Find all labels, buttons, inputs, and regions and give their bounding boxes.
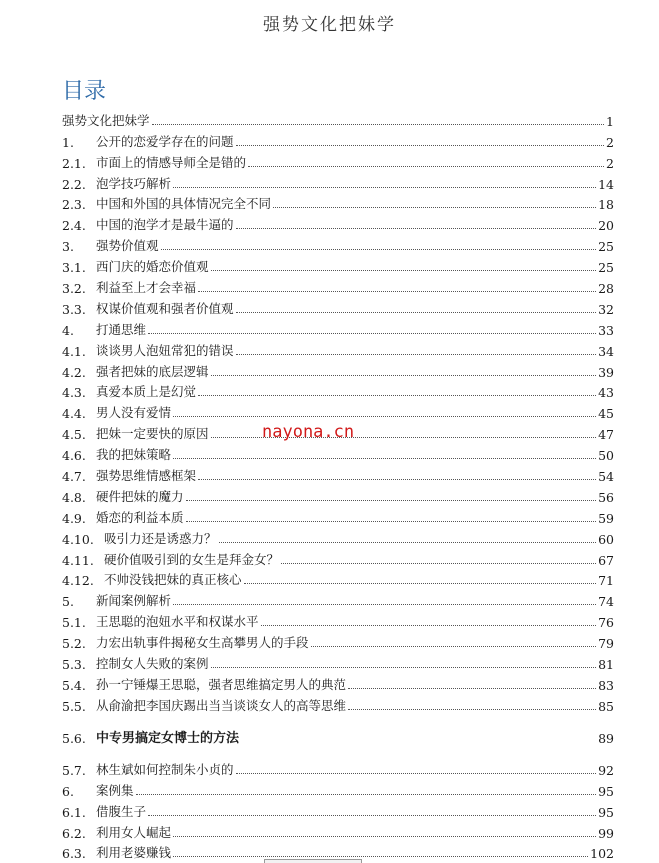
toc-entry-number: 4.1. xyxy=(62,343,86,359)
toc-entry-number: 2.2. xyxy=(62,176,86,192)
toc-entry-number: 4.11. xyxy=(62,552,94,568)
toc-entry-page-number: 43 xyxy=(598,385,614,401)
toc-entry-title: 权谋价值观和强者价值观 xyxy=(96,300,234,316)
toc-dot-leader xyxy=(219,542,597,543)
toc-dot-leader xyxy=(186,500,597,501)
toc-entry-title: 利用女人崛起 xyxy=(96,824,172,840)
toc-entry[interactable] xyxy=(62,442,614,463)
toc-entry-number: 4.4. xyxy=(62,406,86,422)
toc-entry-number: 5.4. xyxy=(62,677,86,693)
toc-entry-title: 强势文化把妹学 xyxy=(62,112,150,128)
toc-entry-page-number: 14 xyxy=(598,176,614,192)
toc-entry[interactable] xyxy=(62,400,614,421)
page-scroll-indicator xyxy=(264,859,362,863)
toc-entry-page-number: 50 xyxy=(598,448,614,464)
toc-entry-title: 不帅没钱把妹的真正核心 xyxy=(104,572,242,588)
toc-entry-title: 中国的泡学才是最牛逼的 xyxy=(96,217,234,233)
toc-entry[interactable] xyxy=(62,275,614,296)
toc-entry[interactable] xyxy=(62,254,614,275)
toc-entry[interactable] xyxy=(62,317,614,338)
toc-dot-leader xyxy=(348,688,596,689)
toc-entry-title: 案例集 xyxy=(96,782,134,798)
toc-entry-number: 4. xyxy=(62,322,74,338)
toc-entry[interactable] xyxy=(62,192,614,213)
watermark-text: nayona.cn xyxy=(262,422,355,442)
toc-entry-page-number: 33 xyxy=(598,322,614,338)
toc-entry-number: 5.3. xyxy=(62,657,86,673)
toc-entry-title: 谈谈男人泡妞常犯的错误 xyxy=(96,342,234,358)
toc-entry-number: 5.1. xyxy=(62,615,86,631)
toc-entry-number: 3.2. xyxy=(62,281,86,297)
toc-entry-number: 4.10. xyxy=(62,531,94,547)
toc-entry-number: 3. xyxy=(62,239,74,255)
toc-dot-leader xyxy=(186,521,597,522)
toc-entry-number: 6.1. xyxy=(62,804,86,820)
toc-entry-title: 控制女人失败的案例 xyxy=(96,656,209,672)
toc-dot-leader xyxy=(198,479,596,480)
toc-entry-number: 6.2. xyxy=(62,825,86,841)
toc-dot-leader xyxy=(248,166,604,167)
toc-dot-leader xyxy=(348,709,596,710)
toc-entry-title: 我的把妹策略 xyxy=(96,447,172,463)
toc-entry-number: 4.12. xyxy=(62,573,94,589)
toc-dot-leader xyxy=(211,375,597,376)
toc-entry-title: 打通思维 xyxy=(96,321,147,337)
toc-entry[interactable] xyxy=(62,672,614,693)
toc-entry-title: 强者把妹的底层逻辑 xyxy=(96,363,209,379)
toc-entry-page-number: 54 xyxy=(598,469,614,485)
toc-entry-number: 1. xyxy=(62,134,74,150)
toc-entry-title: 硬件把妹的魔力 xyxy=(96,488,184,504)
toc-entry-title: 借腹生子 xyxy=(96,803,147,819)
toc-entry-page-number: 71 xyxy=(598,573,614,589)
toc-entry-title: 市面上的情感导师全是错的 xyxy=(96,154,247,170)
toc-dot-leader xyxy=(281,563,596,564)
toc-dot-leader xyxy=(161,249,597,250)
toc-entry-title: 林生斌如何控制朱小贞的 xyxy=(96,761,234,777)
toc-entry-number: 4.7. xyxy=(62,469,86,485)
toc-entry-title: 王思聪的泡妞水平和权谋水平 xyxy=(96,614,259,630)
toc-dot-leader xyxy=(261,625,597,626)
toc-entry-title: 西门庆的婚恋价值观 xyxy=(96,259,209,275)
toc-entry[interactable] xyxy=(62,359,614,380)
toc-entry-title: 吸引力还是诱惑力？ xyxy=(104,530,217,546)
toc-entry-page-number: 67 xyxy=(598,552,614,568)
toc-entry-page-number: 1 xyxy=(606,113,614,129)
toc-entry-number: 3.1. xyxy=(62,260,86,276)
toc-entry-number: 4.8. xyxy=(62,489,86,505)
toc-entry-number: 4.6. xyxy=(62,448,86,464)
toc-entry-title: 从俞渝把李国庆踢出当当谈谈女人的高等思维 xyxy=(96,697,347,713)
toc-dot-leader xyxy=(148,815,596,816)
toc-entry[interactable] xyxy=(62,820,614,841)
toc-entry[interactable] xyxy=(62,233,614,254)
toc-entry-title: 中国和外国的具体情况完全不同 xyxy=(96,196,272,212)
toc-entry-number: 6. xyxy=(62,783,74,799)
toc-dot-leader xyxy=(236,312,597,313)
toc-entry-number: 2.4. xyxy=(62,218,86,234)
toc-dot-leader xyxy=(244,583,597,584)
toc-entry-title: 强势价值观 xyxy=(96,238,159,254)
toc-entry-page-number: 89 xyxy=(598,730,614,746)
toc-entry-page-number: 20 xyxy=(598,218,614,234)
toc-entry[interactable] xyxy=(62,547,614,568)
toc-entry-page-number: 18 xyxy=(598,197,614,213)
toc-entry-page-number: 92 xyxy=(598,762,614,778)
toc-entry[interactable] xyxy=(62,526,614,547)
toc-dot-leader xyxy=(273,207,596,208)
toc-entry-title: 力宏出轨事件揭秘女生高攀男人的手段 xyxy=(96,635,309,651)
toc-entry[interactable] xyxy=(62,756,614,778)
toc-entry-page-number: 79 xyxy=(598,636,614,652)
toc-entry-number: 5.2. xyxy=(62,636,86,652)
toc-entry[interactable] xyxy=(62,380,614,401)
toc-dot-leader xyxy=(173,458,596,459)
toc-entry[interactable] xyxy=(62,212,614,233)
toc-entry[interactable] xyxy=(62,588,614,609)
toc-dot-leader xyxy=(236,145,605,146)
table-of-contents xyxy=(62,108,614,861)
toc-entry[interactable] xyxy=(62,505,614,526)
toc-entry-number: 5. xyxy=(62,594,74,610)
toc-entry-page-number: 25 xyxy=(598,239,614,255)
toc-entry[interactable] xyxy=(62,463,614,484)
toc-dot-leader xyxy=(136,794,597,795)
toc-entry-number: 3.3. xyxy=(62,301,86,317)
toc-entry-number: 2.1. xyxy=(62,155,86,171)
toc-entry-number: 5.7. xyxy=(62,762,86,778)
toc-entry[interactable] xyxy=(62,609,614,630)
toc-entry-page-number: 59 xyxy=(598,510,614,526)
toc-heading: 目录 xyxy=(62,79,107,104)
toc-entry-page-number: 95 xyxy=(598,783,614,799)
toc-dot-leader xyxy=(236,228,597,229)
toc-entry-page-number: 83 xyxy=(598,677,614,693)
toc-entry-page-number: 28 xyxy=(598,281,614,297)
toc-entry-title: 泡学技巧解析 xyxy=(96,175,172,191)
toc-dot-leader xyxy=(173,187,596,188)
toc-dot-leader xyxy=(173,836,596,837)
toc-dot-leader xyxy=(173,416,596,417)
toc-entry-page-number: 74 xyxy=(598,594,614,610)
toc-entry-page-number: 2 xyxy=(606,134,614,150)
toc-entry[interactable] xyxy=(62,693,614,714)
toc-entry-page-number: 60 xyxy=(598,531,614,547)
toc-dot-leader xyxy=(311,646,597,647)
toc-entry-page-number: 95 xyxy=(598,804,614,820)
document-title: 强势文化把妹学 xyxy=(263,15,396,35)
toc-entry-page-number: 25 xyxy=(598,260,614,276)
toc-entry-number: 4.5. xyxy=(62,427,86,443)
toc-entry-page-number: 85 xyxy=(598,698,614,714)
toc-entry-title: 强势思维情感框架 xyxy=(96,468,197,484)
toc-entry[interactable] xyxy=(62,778,614,799)
toc-entry-page-number: 81 xyxy=(598,657,614,673)
toc-entry-page-number: 47 xyxy=(598,427,614,443)
toc-entry[interactable] xyxy=(62,799,614,820)
toc-entry[interactable] xyxy=(62,724,614,746)
toc-entry-number: 6.3. xyxy=(62,846,86,862)
toc-entry[interactable] xyxy=(62,338,614,359)
toc-entry-page-number: 56 xyxy=(598,489,614,505)
toc-dot-leader xyxy=(173,856,588,857)
toc-dot-leader xyxy=(236,354,597,355)
toc-dot-leader xyxy=(211,667,597,668)
toc-dot-leader xyxy=(198,395,596,396)
toc-entry-title: 把妹一定要快的原因 xyxy=(96,426,209,442)
toc-entry-title: 真爱本质上是幻觉 xyxy=(96,384,197,400)
toc-entry-number: 4.9. xyxy=(62,510,86,526)
toc-entry-page-number: 2 xyxy=(606,155,614,171)
toc-entry-title: 中专男搞定女博士的方法 xyxy=(96,730,240,746)
toc-dot-leader xyxy=(198,291,596,292)
toc-dot-leader xyxy=(173,604,596,605)
toc-entry[interactable] xyxy=(62,568,614,589)
toc-entry-page-number: 39 xyxy=(598,364,614,380)
toc-dot-leader xyxy=(236,773,597,774)
toc-entry[interactable] xyxy=(62,150,614,171)
toc-entry[interactable] xyxy=(62,484,614,505)
toc-entry-number: 5.5. xyxy=(62,698,86,714)
toc-entry-title: 男人没有爱情 xyxy=(96,405,172,421)
toc-entry-title: 新闻案例解析 xyxy=(96,593,172,609)
toc-dot-leader xyxy=(148,333,596,334)
toc-entry-page-number: 32 xyxy=(598,301,614,317)
toc-entry-title: 婚恋的利益本质 xyxy=(96,509,184,525)
toc-entry-title: 公开的恋爱学存在的问题 xyxy=(96,133,234,149)
toc-entry-title: 孙一宁锤爆王思聪，强者思维搞定男人的典范 xyxy=(96,676,347,692)
toc-entry-page-number: 102 xyxy=(590,846,614,862)
toc-entry-number: 4.3. xyxy=(62,385,86,401)
toc-entry[interactable] xyxy=(62,129,614,150)
toc-entry-page-number: 99 xyxy=(598,825,614,841)
toc-entry-page-number: 76 xyxy=(598,615,614,631)
toc-entry-number: 4.2. xyxy=(62,364,86,380)
toc-entry[interactable] xyxy=(62,171,614,192)
toc-entry[interactable] xyxy=(62,651,614,672)
toc-entry[interactable] xyxy=(62,296,614,317)
toc-dot-leader xyxy=(152,124,605,125)
toc-entry[interactable] xyxy=(62,108,614,129)
toc-entry-title: 利益至上才会幸福 xyxy=(96,280,197,296)
toc-dot-leader xyxy=(211,270,597,271)
toc-entry-title: 硬价值吸引到的女生是拜金女？ xyxy=(104,551,280,567)
toc-entry-page-number: 45 xyxy=(598,406,614,422)
toc-entry[interactable] xyxy=(62,630,614,651)
toc-entry-page-number: 34 xyxy=(598,343,614,359)
toc-entry-title: 利用老婆赚钱 xyxy=(96,845,172,861)
toc-entry-number: 2.3. xyxy=(62,197,86,213)
toc-entry-number: 5.6. xyxy=(62,730,86,746)
